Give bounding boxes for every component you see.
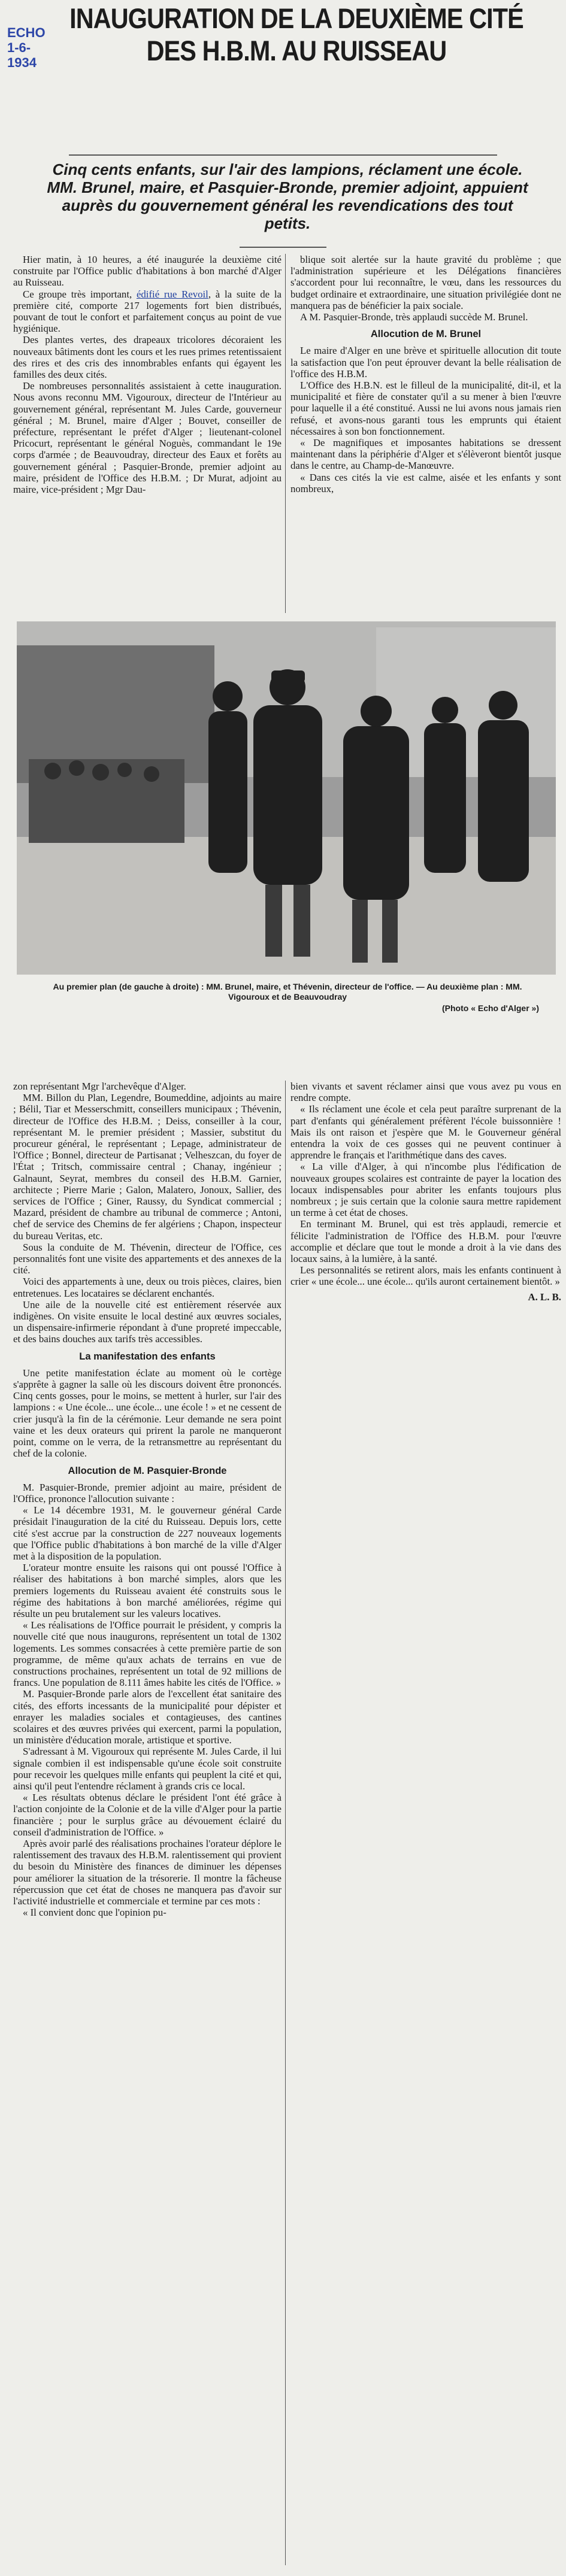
paragraph: Ce groupe très important, édifié rue Revoil, à la suite de la première cité, comporte 217 logements fort bien distribués, pouvant de tout le confort et parfaitement conçus au point de vue hygiénique. [13,288,282,335]
paragraph: bien vivants et savent réclamer ainsi que vous avez pu vous en rendre compte. [290,1081,561,1104]
paragraph: De nombreuses personnalités assistaient à cette inauguration. Nous avons reconnu MM. Vigouroux, directeur de l'Intérieur au gouvernement général, représentant M. Jules Carde, gouverneur général ; M. Brunel, maire d'Alger ; Bouvet, conseiller de préfecture, représentant le préfet d'Alger ; lieutenant-colonel Pricocurt, représentant le général Noguès, commandant le 19e corps d'armée ; de Beauvoudray, directeur des Eaux et forêts au gouvernement général ; Pasquier-Bronde, premier adjoint au maire, président de l'Office des H.B.M. ; Dr Murat, adjoint au maire, vice-président ; Mgr Dau- [13,380,282,496]
paragraph: Une petite manifestation éclate au moment où le cortège s'apprête à gagner la salle où les discours doivent être prononcés. Cinq cents gosses, pour le moins, se mettent à hurler, sur l'air des lampions : « Une école... une école... une école ! » et ne cessent de crier jusqu'à la fin de la cérémonie. Leur demande ne sera point vaine et les deux orateurs qui prirent la parole ne manqueront point, comme on le verra, de la retransmettre au représentant du chef de la colonie. [13,1367,282,1460]
paragraph: MM. Billon du Plan, Legendre, Boumeddine, adjoints au maire ; Bélil, Tiar et Messerschmitt, conseillers municipaux ; Thévenin, directeur de l'Office des H.B.M. ; Deiss, conseiller à la cour, représentant M. le premier président ; Massier, substitut du procureur général, le représentant ; Lepage, administrateur de l'Office ; Bonnel, directeur de Partisanat ; Velheszcan, du foyer de l'État ; Tritsch, commissaire central ; Chanay, ingénieur ; Galnaunt, Seyrat, membres du conseil des H.B.M. Garnier, architecte ; Pierre Marie ; Galon, Malatero, Jonoux, Sallier, des services de l'Office ; Giner, Raussy, du Syndicat commercial ; Mazard, président de chambre au tribunal de commerce ; Antoni, chef de service des Chemins de fer algériens ; Chapon, inspecteur du bureau Veritas, etc. [13,1092,282,1242]
paragraph: En terminant M. Brunel, qui est très applaudi, remercie et félicite l'administration de l'Office des H.B.M. pour l'œuvre accomplie et déclare que tout le monde a droit à la vie dans des locaux sains, à la lumière, à la santé. [290,1218,561,1265]
section-heading-brunel: Allocution de M. Brunel [370,329,482,340]
paragraph: zon représentant Mgr l'archevêque d'Alger. [13,1081,186,1092]
paragraph: « Ils réclament une école et cela peut paraître surprenant de la part d'enfants qui généralement préfèrent l'école buissonnière ! Mais ils ont raison et j'espère que M. le Gouverneur général entendra la voix de ces gosses qui ne peuvent continuer à apprendre le français et l'arithmétique dans des caves. [290,1103,561,1161]
column-divider [285,1081,286,2565]
section-heading-pasquier: Allocution de M. Pasquier-Bronde [68,1465,227,1476]
column-left-top [13,254,282,495]
paragraph: « Il convient donc que l'opinion pu- [23,1907,167,1919]
press-photo [17,621,556,975]
column-left-bottom [13,1081,282,1918]
paragraph: « De magnifiques et imposantes habitations se dressent maintenant dans la périphérie d'Alger et s'élèveront bientôt jusque dans le centre, au Champ-de-Manœuvre. [290,437,561,472]
paragraph: Une aile de la nouvelle cité est entièrement réservée aux indigènes. On visite ensuite le local destiné aux œuvres sociales, un dispensaire-infirmerie répondant à d'une propreté impeccable, et des bains douches aux tarifs très accessibles. [13,1298,282,1345]
headline-rule [69,154,497,156]
paragraph: « Les réalisations de l'Office pourrait le président, y compris la nouvelle cité que nous inaugurons, représentent un total de 1302 logements. Les sommes consacrées à cette première partie de son programme, de même qu'aux achats de terrains en vue de constructions prochaines, représentent un total de 92 millions de francs. Une population de 8.111 âmes habite les cités de l'Office. » [13,1619,282,1689]
subhead: Cinq cents enfants, sur l'air des lampions, réclament une école. MM. Brunel, maire, et Pasquier-Bronde, premier adjoint, appuient auprès du gouvernement général les revendications des tout petits. [47,160,528,232]
paragraph: « La ville d'Alger, à qui n'incombe plus l'édification de nouveaux groupes scolaires est contrainte de payer la location des locaux indispensables pour abriter les enfants toujours plus nombreux ; je suis certain que la colonie saura mettre rapidement un terme à cet état de choses. [290,1161,561,1219]
paragraph: Hier matin, à 10 heures, a été inaugurée la deuxième cité construite par l'Office public d'habitations à bon marché d'Alger au Ruisseau. [13,254,282,289]
paragraph: L'orateur montre ensuite les raisons qui ont poussé l'Office à réaliser des habitations à bon marché simples, alors que les premiers logements du Ruisseau avaient été construits sous le régime des habitations à bon marché améliorées, régime qui résulte un peu brutalement sur les valeurs locatives. [13,1562,282,1619]
paragraph: Sous la conduite de M. Thévenin, directeur de l'Office, ces personnalités font une visite des appartements et des annexes de la cité. [13,1241,282,1276]
paragraph: Des plantes vertes, des drapeaux tricolores décoraient les nouveaux bâtiments dont les cours et les rues primes retentissaient des rires et des cris des innombrables enfants qui égayent les familles des deux cités. [13,334,282,381]
source-date-tag [7,25,56,70]
section-heading-enfants: La manifestation des enfants [79,1351,216,1362]
headline: INAUGURATION DE LA DEUXIÈME CITÉ DES H.B.M. AU RUISSEAU [69,2,523,66]
paragraph: L'Office des H.B.N. est le filleul de la municipalité, dit-il, et la municipalité et fière de constater qu'il a su mener à bien l'œuvre pour laquelle il a été constitué. Aussi ne lui avons nous jamais rien refusé, et avons-nous garanti tous les emprunts qui étaient nécessaires à son bon fonctionnement. [290,380,561,437]
column-right-bottom [290,1081,561,1303]
column-right-top [290,254,561,494]
paragraph: S'adressant à M. Vigouroux qui représente M. Jules Carde, il lui signale combien il est indispensable qu'une école soit construite pour recevoir les quelques mille enfants qui peuplent la cité et qui, ainsi qu'il peut l'entendre réclament à grands cris ce local. [13,1746,282,1792]
paragraph: Après avoir parlé des réalisations prochaines l'orateur déplore le ralentissement des travaux des H.B.M. ralentissement qui provient du besoin du Ministère des finances de diminuer les dépenses pour améliorer la situation de la trésorerie. Il montre la fâcheuse répercussion que cet état de choses ne manquera pas d'avoir sur l'activité industrielle et commerciale et termine par ces mots : [13,1838,282,1907]
photo-credit: (Photo « Echo d'Alger ») [441,1003,539,1013]
paragraph: M. Pasquier-Bronde, premier adjoint au maire, président de l'Office, prononce l'allocution suivante : [13,1481,282,1504]
highlight-text: édifié rue Revoil [136,288,208,300]
paragraph: M. Pasquier-Bronde parle alors de l'excellent état sanitaire des cités, des efforts incessants de la municipalité pour dépister et enrayer les maladies sociales et contagieuses, des cantines scolaires et des œuvres privées qui exercent, parmi la population, un ministère d'éducation morale, artistique et sportive. [13,1688,282,1746]
photo-illustration [17,621,556,975]
paragraph: Le maire d'Alger en une brève et spirituelle allocution dit toute la satisfaction que l'on peut éprouver devant la belle réalisation de l'office des H.B.M. [290,345,561,380]
paragraph: Voici des appartements à une, deux ou trois pièces, claires, bien entretenues. Les locataires se déclarent enchantés. [13,1276,282,1299]
paragraph: A M. Pasquier-Bronde, très applaudi succède M. Brunel. [300,311,528,323]
date-label: 1-6-1934 [7,40,37,70]
paragraph: blique soit alertée sur la haute gravité du problème ; que l'administration supérieure et les Délégations financières s'accordent pour lui reconnaître, le vœu, dans les ressources du budget ordinaire et extraordinaire, une situation privilégiée dont ne manquera pas de bénéficier la paix sociale. [290,254,561,311]
paragraph: « Les résultats obtenus déclare le président l'ont été grâce à l'action conjointe de la Colonie et de la ville d'Alger pour la partie financière ; pour le surplus grâce au dévouement éclairé du conseil d'administration de l'Office. » [13,1792,282,1838]
source-label: ECHO [7,25,46,40]
subhead-rule [240,247,326,248]
column-divider [285,254,286,613]
paragraph: « Dans ces cités la vie est calme, aisée et les enfants y sont nombreux, [290,471,561,494]
paragraph: « Le 14 décembre 1931, M. le gouverneur général Carde présidait l'inauguration de la cité du Ruisseau. Depuis lors, cette cité s'est accrue par la construction de 227 nouveaux logements que l'Office public d'habitations à bon marché de la ville d'Alger met à la disposition de la population. [13,1504,282,1562]
author-signature: A. L. B. [528,1291,561,1303]
photo-caption: Au premier plan (de gauche à droite) : MM. Brunel, maire, et Thévenin, directeur de l'office. — Au deuxième plan : MM. Vigouroux et de Beauvoudray [53,982,522,1002]
paragraph: Les personnalités se retirent alors, mais les enfants continuent à crier « une école... une école... qu'ils auront certainement bientôt. » [290,1264,561,1288]
